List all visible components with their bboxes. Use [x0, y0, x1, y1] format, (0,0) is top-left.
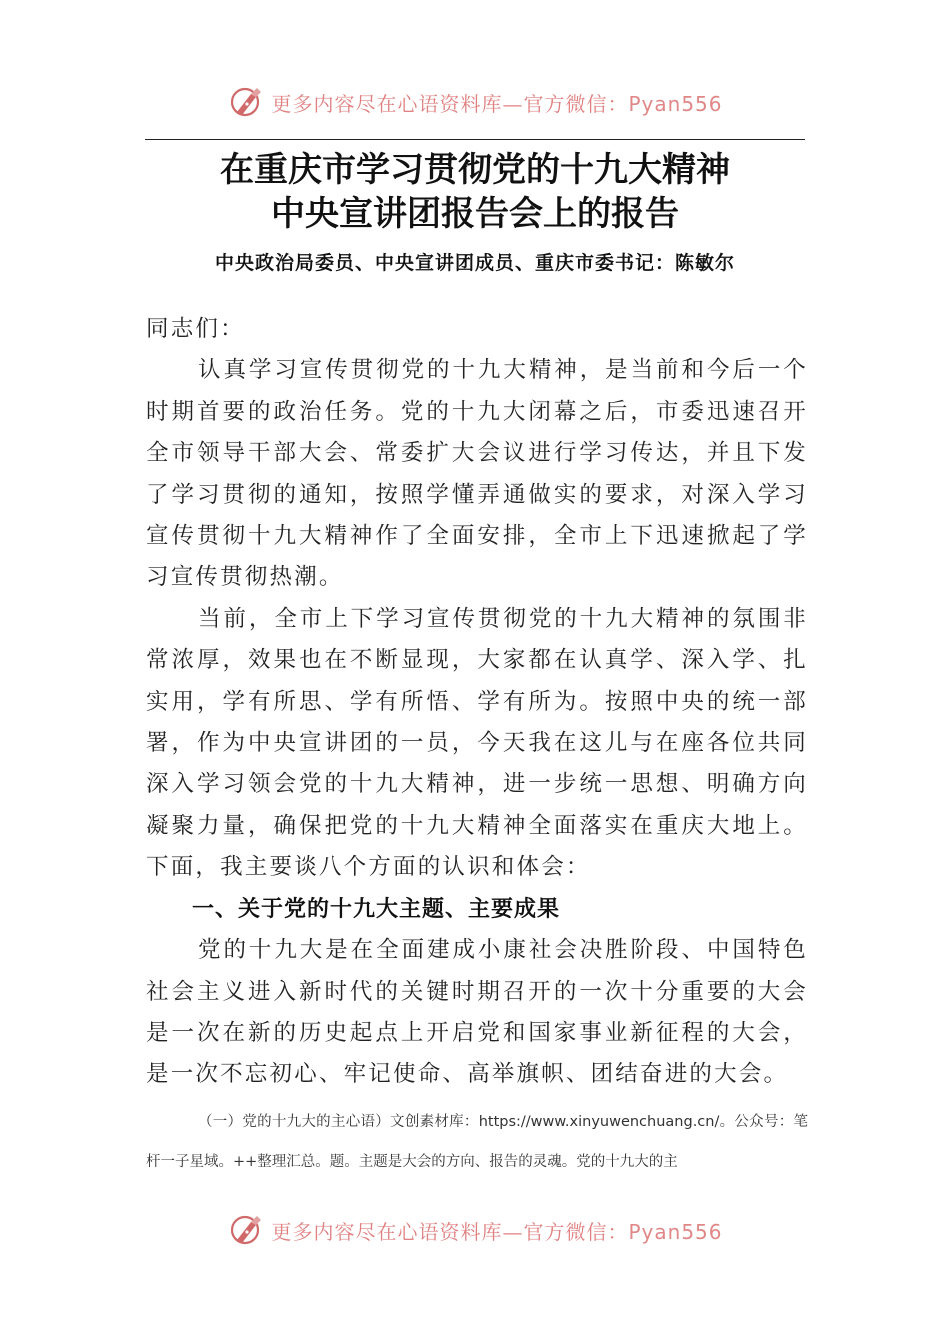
header-divider: [145, 139, 805, 140]
salutation: 同志们：: [146, 316, 245, 342]
page-title-line-2: 中央宣讲团报告会上的报告: [271, 194, 679, 234]
header-banner: [0, 80, 950, 124]
pen-nib-icon: [227, 82, 267, 122]
author-byline: 中央政治局委员、中央宣讲团成员、重庆市委书记：陈敏尔: [214, 252, 735, 274]
pen-nib-icon: [227, 1210, 267, 1250]
paragraph-2: 当前，全市上下学习宣传贯彻党的十九大精神的氛围非常浓厚，效果也在不断显现，大家都在认真学、深入学、扎实用，学有所思、学有所悟、学有所为。按照中央的统一部署，作为中央宣讲团的一员，今天我在这儿与在座各位共同深入学习领会党的十九大精神，进一步统一思想、明确方向凝聚力量，确保把党的十九大精神全面落实在重庆大地上。下面，我主要谈八个方面的认识和体会：: [146, 605, 808, 881]
document-body: [146, 309, 808, 1096]
footer-banner-text: 更多内容尽在心语资料库—官方微信：Pyan556: [271, 1219, 723, 1244]
paragraph-3: 党的十九大是在全面建成小康社会决胜阶段、中国特色社会主义进入新时代的关键时期召开的一次十分重要的大会是一次在新的历史起点上开启党和国家事业新征程的大会，是一次不忘初心、牢记使命、高举旗帜、团结奋进的大会。: [146, 937, 808, 1088]
banner-text: 更多内容尽在心语资料库—官方微信：Pyan556: [271, 91, 723, 116]
footnote-url: https://www.xinyuwenchuang.cn/: [478, 1114, 720, 1130]
page-title-line-1: 在重庆市学习贯彻党的十九大精神: [220, 150, 730, 190]
footnote-text: （一）党的十九大的主心语）文创素材库：https://www.xinyuwenchuang.cn/。公众号：笔杆一子星域。++整理汇总。题。主题是大会的方向、报告的灵魂。党的十九大的主: [146, 1114, 808, 1170]
banner-wechat-id: Pyan556: [628, 91, 723, 116]
section-heading-1: 一、关于党的十九大主题、主要成果: [192, 896, 561, 922]
paragraph-1: 认真学习宣传贯彻党的十九大精神，是当前和今后一个时期首要的政治任务。党的十九大闭幕之后，市委迅速召开全市领导干部大会、常委扩大会议进行学习传达，并且下发了学习贯彻的通知，按照学懂弄通做实的要求，对深入学习宣传贯彻十九大精神作了全面安排，全市上下迅速掀起了学习宣传贯彻热潮。: [146, 357, 808, 591]
footer-wechat-id: Pyan556: [628, 1219, 723, 1244]
footer-banner: [0, 1208, 950, 1252]
